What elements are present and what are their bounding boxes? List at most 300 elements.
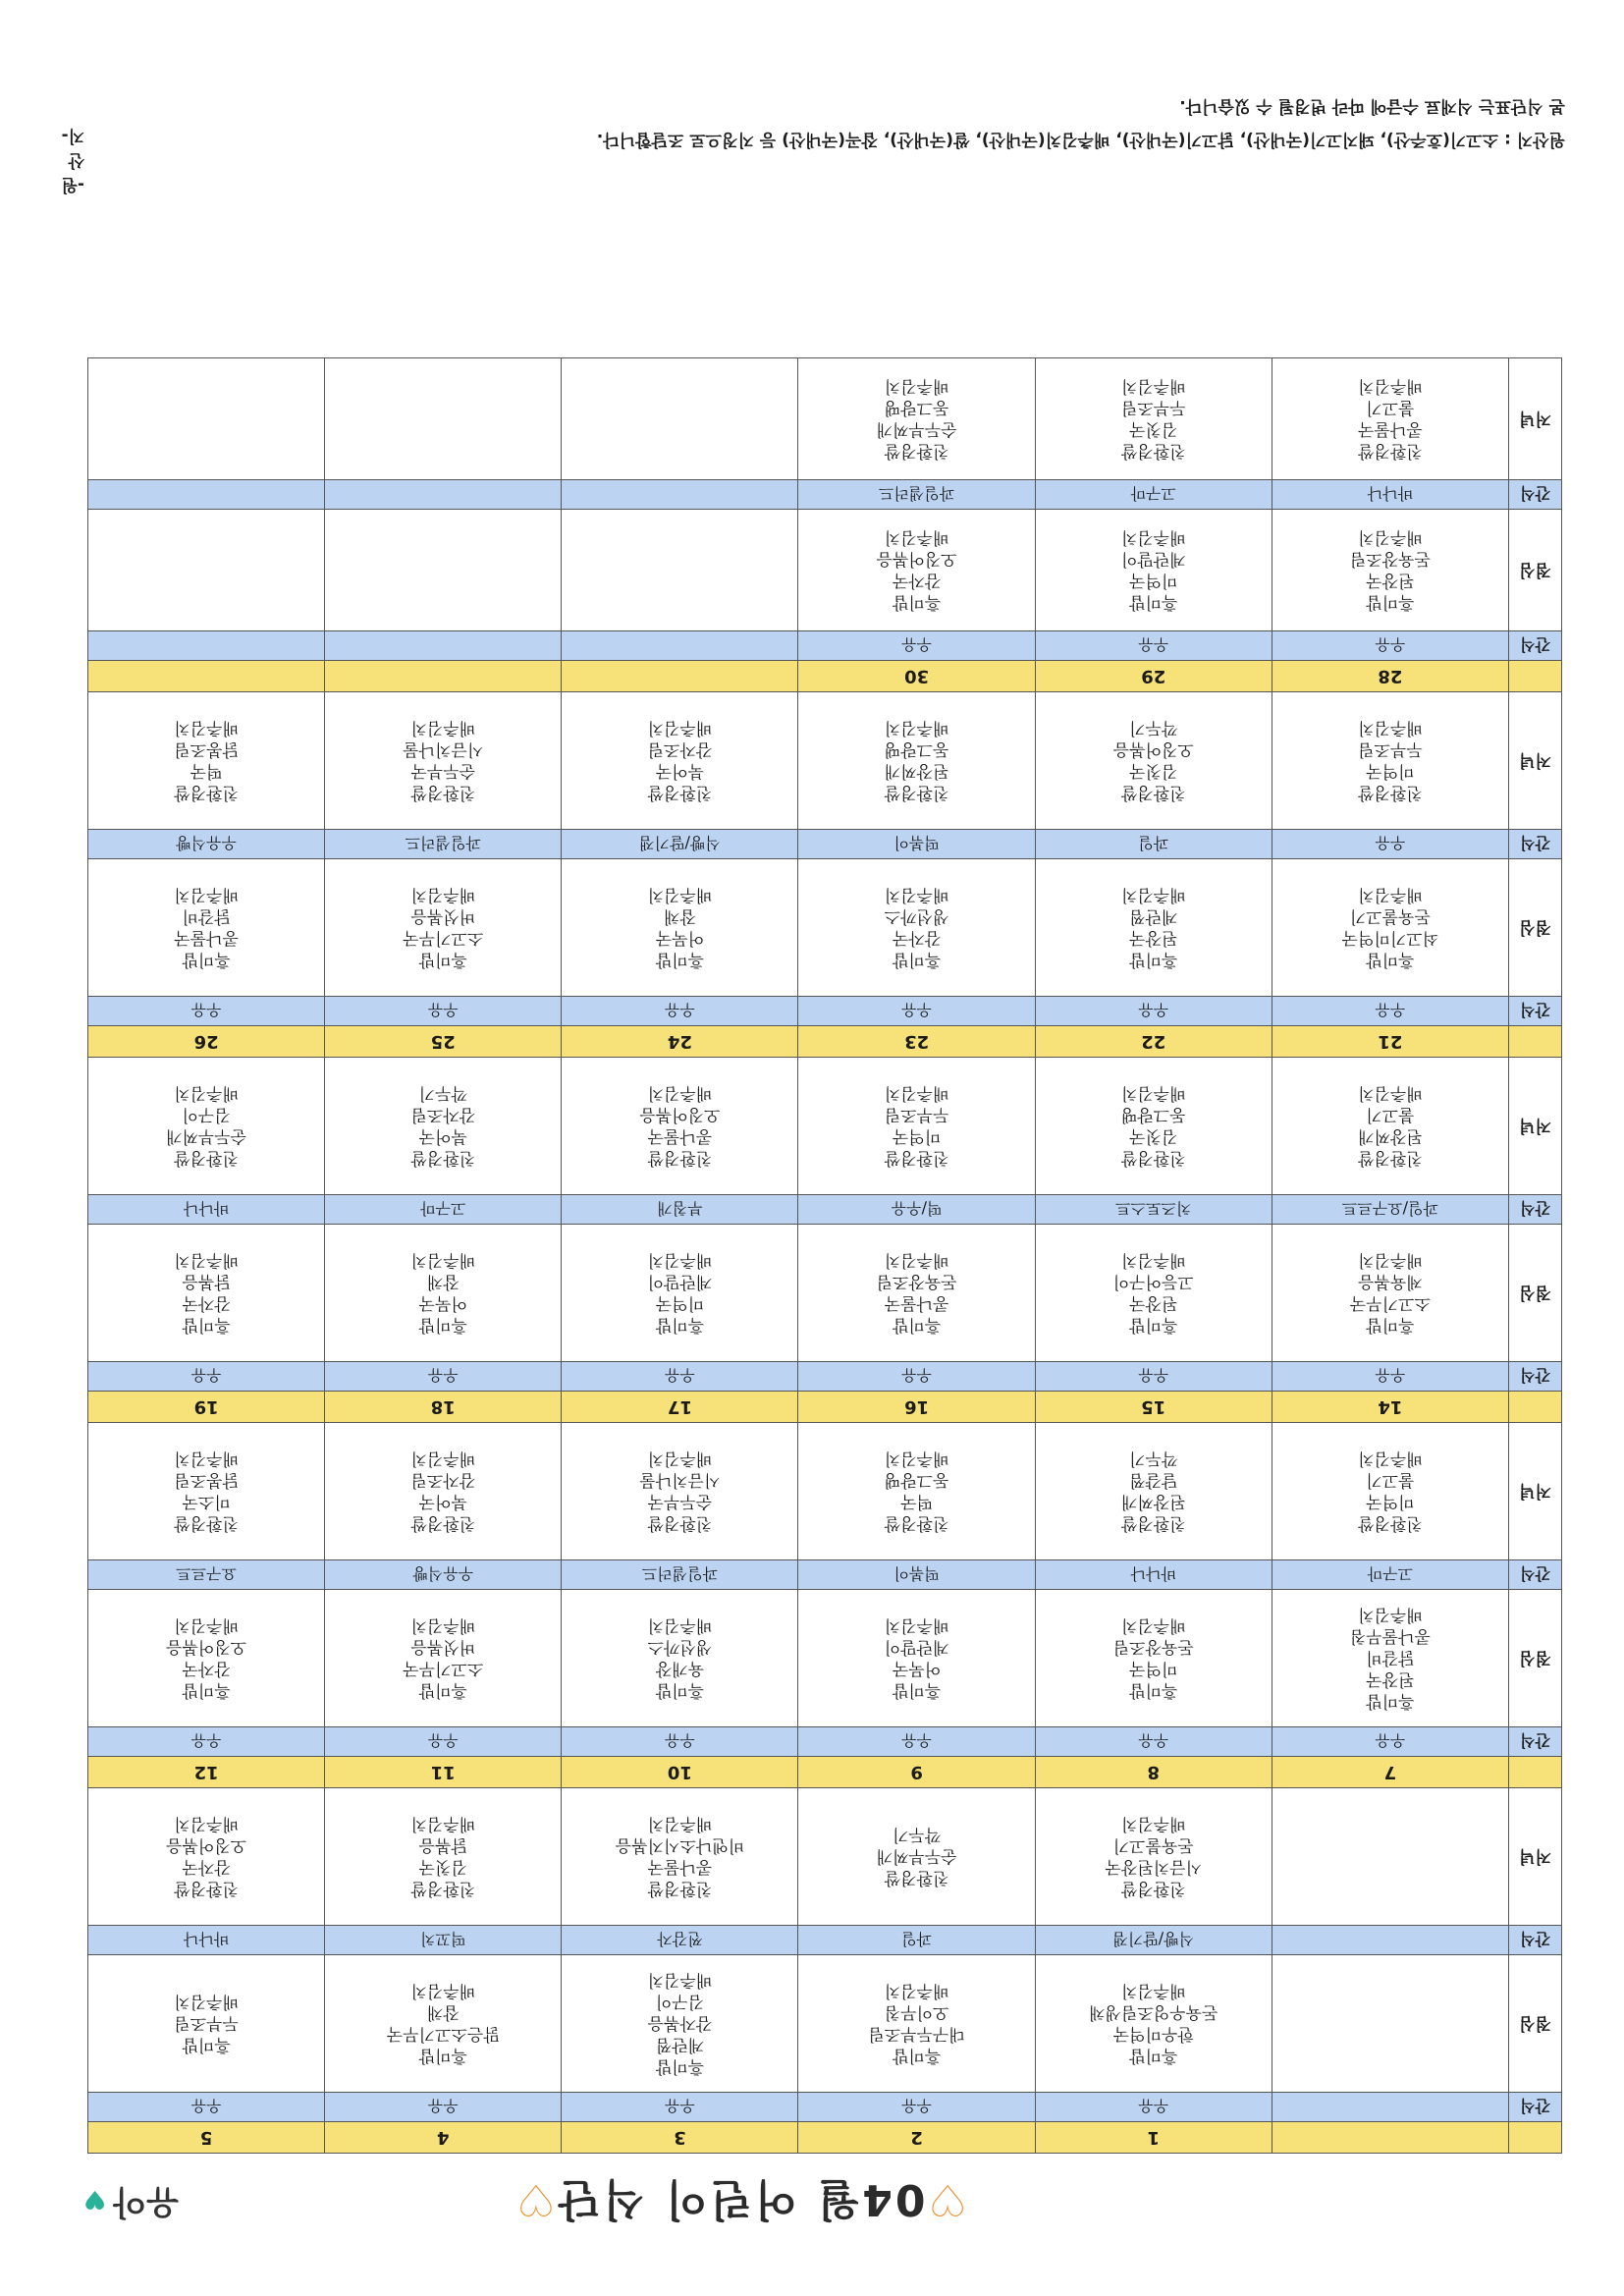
origin-heading: -원산지- bbox=[61, 126, 84, 194]
menu-item: 떡국 bbox=[900, 1492, 934, 1512]
menu-cell bbox=[562, 1225, 798, 1362]
menu-item: 감자국 bbox=[182, 1659, 231, 1679]
date-cell: 7 bbox=[1272, 1757, 1508, 1788]
menu-item: 달걀찜 bbox=[1129, 1470, 1178, 1491]
menu-item: 흑미밥 bbox=[892, 1315, 942, 1336]
menu-item: 소고기무국 bbox=[1349, 1293, 1431, 1314]
menu-item: 배추김치 bbox=[410, 1250, 476, 1271]
menu-cell: 우유 bbox=[562, 1727, 798, 1757]
menu-item: 친환경쌀 bbox=[647, 1879, 713, 1899]
menu-cell bbox=[1272, 2093, 1508, 2122]
menu-item: 북어국 bbox=[418, 1492, 467, 1512]
menu-item: 친환경쌀 bbox=[410, 1513, 476, 1534]
menu-item: 콩나물국 bbox=[174, 928, 239, 949]
menu-cell bbox=[562, 358, 798, 480]
menu-item: 오징어볶음 bbox=[166, 1835, 247, 1856]
menu-item: 배추김치 bbox=[1358, 1083, 1423, 1104]
menu-item: 북어국 bbox=[655, 761, 705, 782]
menu-item: 배추김치 bbox=[410, 1449, 476, 1469]
menu-item: 미역국 bbox=[1366, 1492, 1415, 1512]
menu-item: 순두부국 bbox=[410, 761, 476, 782]
menu-item: 깍두기 bbox=[1129, 718, 1178, 738]
menu-item: 돈육불고기 bbox=[1349, 906, 1431, 927]
date-cell: 9 bbox=[798, 1757, 1035, 1788]
menu-cell bbox=[88, 1225, 325, 1362]
lunch-row bbox=[88, 1590, 1562, 1727]
date-cell: 15 bbox=[1035, 1392, 1272, 1423]
menu-item: 콩나물국 bbox=[647, 1857, 713, 1878]
date-row bbox=[88, 661, 1562, 692]
menu-cell: 우유 bbox=[325, 2093, 562, 2122]
menu-item: 육개장 bbox=[655, 1659, 705, 1679]
menu-item: 된장국 bbox=[1129, 928, 1178, 949]
dinner-row bbox=[88, 1788, 1562, 1926]
menu-cell: 떡꼬치 bbox=[325, 1926, 562, 1955]
menu-item: 배추김치 bbox=[1120, 1814, 1186, 1834]
row-label: 저녁 bbox=[1508, 1423, 1561, 1560]
menu-item: 배추김치 bbox=[1358, 376, 1423, 397]
menu-cell: 고구마 bbox=[1035, 480, 1272, 510]
menu-item: 흑미밥 bbox=[655, 1315, 705, 1336]
menu-item: 배추김치 bbox=[884, 376, 949, 397]
menu-item: 배추김치 bbox=[647, 1449, 713, 1469]
row-label: 간식 bbox=[1508, 480, 1561, 510]
menu-item: 시금치된장국 bbox=[1105, 1857, 1203, 1878]
origin-note: 원산지 : 소고기(호주산), 돼지고기(국내산), 닭고기(국내산), 배추김치(국내산), 쌀(국내산), 잡곡(국내산) 등 지정으로 조달합니다. bbox=[596, 130, 1565, 149]
menu-item: 동그랑땡 bbox=[884, 1470, 949, 1491]
menu-item: 흑미밥 bbox=[418, 950, 467, 970]
menu-item: 흑미밥 bbox=[1366, 1315, 1415, 1336]
menu-item: 흑미밥 bbox=[892, 950, 942, 970]
row-label: 간식 bbox=[1508, 2093, 1561, 2122]
menu-item: 불고기 bbox=[1366, 1470, 1415, 1491]
menu-item: 오징어볶음 bbox=[166, 1637, 247, 1658]
menu-item: 친환경쌀 bbox=[1358, 441, 1423, 462]
menu-item: 닭봉조림 bbox=[174, 739, 239, 760]
menu-item: 된장국 bbox=[1366, 571, 1415, 591]
date-row bbox=[88, 1392, 1562, 1423]
afternoon-snack-row bbox=[88, 1560, 1562, 1590]
menu-cell bbox=[798, 1590, 1035, 1727]
menu-item: 계란말이 bbox=[1120, 549, 1186, 570]
menu-cell: 치즈토스트 bbox=[1035, 1195, 1272, 1225]
menu-cell bbox=[88, 631, 325, 661]
menu-item: 된장국 bbox=[1129, 1293, 1178, 1314]
menu-cell bbox=[1035, 1058, 1272, 1195]
menu-item: 미역국 bbox=[1129, 571, 1178, 591]
menu-cell bbox=[562, 480, 798, 510]
menu-cell bbox=[798, 1225, 1035, 1362]
row-label: 간식 bbox=[1508, 631, 1561, 661]
menu-cell: 과일샐러드 bbox=[562, 1560, 798, 1590]
menu-item: 감자조림 bbox=[647, 739, 713, 760]
menu-item: 흑미밥 bbox=[418, 1680, 467, 1701]
menu-item: 두부조림 bbox=[884, 1105, 949, 1125]
menu-cell bbox=[798, 859, 1035, 997]
menu-cell bbox=[325, 631, 562, 661]
menu-item: 흑미밥 bbox=[182, 950, 231, 970]
menu-cell bbox=[325, 358, 562, 480]
meal-table bbox=[87, 357, 1562, 2154]
menu-item: 닭봉조림 bbox=[174, 1470, 239, 1491]
date-cell: 25 bbox=[325, 1026, 562, 1058]
menu-cell: 우유 bbox=[1272, 631, 1508, 661]
menu-item: 친환경쌀 bbox=[647, 1148, 713, 1169]
menu-item: 시금치나물 bbox=[639, 1470, 721, 1491]
menu-cell: 과일 bbox=[1035, 830, 1272, 859]
menu-item: 친환경쌀 bbox=[1120, 783, 1186, 803]
menu-item: 흑미밥 bbox=[892, 1680, 942, 1701]
date-cell: 21 bbox=[1272, 1026, 1508, 1058]
menu-cell bbox=[798, 1955, 1035, 2093]
menu-cell: 우유 bbox=[798, 1727, 1035, 1757]
menu-cell bbox=[798, 692, 1035, 830]
menu-item: 잡채 bbox=[426, 1272, 460, 1292]
menu-cell: 식빵/딸기잼 bbox=[562, 830, 798, 859]
menu-item: 배추김치 bbox=[1120, 1250, 1186, 1271]
menu-item: 계란찜 bbox=[655, 2035, 705, 2055]
menu-cell: 과일샐러드 bbox=[798, 480, 1035, 510]
date-row bbox=[88, 2122, 1562, 2154]
menu-item: 친환경쌀 bbox=[884, 783, 949, 803]
menu-item: 김구이 bbox=[182, 1105, 231, 1125]
menu-item: 어묵국 bbox=[418, 1293, 467, 1314]
menu-cell bbox=[798, 510, 1035, 631]
menu-item: 친환경쌀 bbox=[1358, 1148, 1423, 1169]
menu-item: 미역국 bbox=[1366, 761, 1415, 782]
menu-item: 배추김치 bbox=[1120, 527, 1186, 548]
morning-snack-row bbox=[88, 1362, 1562, 1392]
menu-cell: 우유 bbox=[798, 2093, 1035, 2122]
menu-item: 배추김치 bbox=[1358, 1250, 1423, 1271]
menu-item: 배추김치 bbox=[1358, 527, 1423, 548]
menu-cell bbox=[1272, 1926, 1508, 1955]
menu-item: 흑미밥 bbox=[655, 2056, 705, 2077]
row-label: 간식 bbox=[1508, 1926, 1561, 1955]
menu-item: 흑미밥 bbox=[1129, 2046, 1178, 2066]
menu-cell bbox=[1272, 1955, 1508, 2093]
menu-cell: 바나나 bbox=[1035, 1560, 1272, 1590]
menu-cell: 우유 bbox=[325, 1727, 562, 1757]
page-title bbox=[485, 2172, 996, 2235]
menu-item: 불고기 bbox=[1366, 1105, 1415, 1125]
menu-item: 콩나물무침 bbox=[1349, 1626, 1431, 1647]
menu-cell bbox=[325, 1955, 562, 2093]
menu-item: 배추김치 bbox=[884, 718, 949, 738]
menu-item: 친환경쌀 bbox=[1120, 1879, 1186, 1899]
date-cell: 29 bbox=[1035, 661, 1272, 692]
menu-item: 친환경쌀 bbox=[884, 1868, 949, 1888]
menu-item: 배추김치 bbox=[884, 1981, 949, 2001]
menu-item: 쇠고기미역국 bbox=[1341, 928, 1439, 949]
menu-item: 흑미밥 bbox=[1129, 1315, 1178, 1336]
menu-item: 돈육장조림 bbox=[1349, 549, 1431, 570]
menu-item: 오징어볶음 bbox=[876, 549, 957, 570]
menu-item: 배추김치 bbox=[647, 1970, 713, 1991]
menu-item: 배추김치 bbox=[1120, 1615, 1186, 1636]
menu-cell: 우유 bbox=[1035, 1362, 1272, 1392]
menu-item: 두부조림 bbox=[174, 2013, 239, 2034]
menu-item: 흑미밥 bbox=[1366, 950, 1415, 970]
menu-item: 친환경쌀 bbox=[647, 1513, 713, 1534]
menu-cell: 우유 bbox=[325, 997, 562, 1026]
menu-item: 흑미밥 bbox=[182, 1315, 231, 1336]
menu-change-note: 본 식단표는 식재료 수급에 따라 변경될 수 있습니다. bbox=[1179, 96, 1565, 116]
menu-item: 배추김치 bbox=[884, 1615, 949, 1636]
menu-cell bbox=[798, 358, 1035, 480]
menu-cell: 고구마 bbox=[325, 1195, 562, 1225]
row-label bbox=[1508, 1026, 1561, 1058]
menu-item: 한우미역국 bbox=[1112, 2024, 1194, 2045]
menu-item: 순두부국 bbox=[647, 1492, 713, 1512]
menu-item: 닭갈비 bbox=[182, 906, 231, 927]
row-label: 저녁 bbox=[1508, 692, 1561, 830]
afternoon-snack-row bbox=[88, 1195, 1562, 1225]
date-cell bbox=[325, 661, 562, 692]
row-label: 간식 bbox=[1508, 1195, 1561, 1225]
menu-cell: 우유 bbox=[1035, 2093, 1272, 2122]
menu-item: 배추김치 bbox=[174, 1083, 239, 1104]
menu-item: 미역국 bbox=[655, 1293, 705, 1314]
menu-item: 친환경쌀 bbox=[1358, 1513, 1423, 1534]
menu-item: 소고기무국 bbox=[403, 1659, 484, 1679]
menu-cell: 찐감자 bbox=[562, 1926, 798, 1955]
menu-cell bbox=[325, 692, 562, 830]
menu-item: 친환경쌀 bbox=[174, 783, 239, 803]
menu-item: 배추김치 bbox=[647, 1615, 713, 1636]
menu-cell: 떡볶이 bbox=[798, 1560, 1035, 1590]
menu-cell bbox=[1272, 1590, 1508, 1727]
menu-item: 배추김치 bbox=[647, 1814, 713, 1834]
menu-item: 친환경쌀 bbox=[884, 1148, 949, 1169]
menu-item: 배추김치 bbox=[174, 885, 239, 905]
row-label: 간식 bbox=[1508, 830, 1561, 859]
menu-cell: 떡볶이 bbox=[798, 830, 1035, 859]
menu-item: 배추김치 bbox=[174, 1250, 239, 1271]
menu-item: 대구두부조림 bbox=[868, 2024, 965, 2045]
menu-cell: 우유식빵 bbox=[88, 830, 325, 859]
menu-cell bbox=[325, 1225, 562, 1362]
menu-item: 흑미밥 bbox=[1129, 950, 1178, 970]
menu-cell bbox=[562, 859, 798, 997]
row-label bbox=[1508, 1757, 1561, 1788]
row-label: 간식 bbox=[1508, 1727, 1561, 1757]
menu-cell bbox=[1272, 1058, 1508, 1195]
age-group-label bbox=[82, 2181, 179, 2229]
menu-item: 배추김치 bbox=[174, 1814, 239, 1834]
menu-cell: 우유 bbox=[1035, 997, 1272, 1026]
menu-cell bbox=[325, 510, 562, 631]
menu-item: 미소국 bbox=[182, 1492, 231, 1512]
menu-cell: 과일 bbox=[798, 1926, 1035, 1955]
date-cell: 22 bbox=[1035, 1026, 1272, 1058]
date-cell: 4 bbox=[325, 2122, 562, 2154]
menu-cell bbox=[1035, 859, 1272, 997]
menu-cell bbox=[1035, 1788, 1272, 1926]
afternoon-snack-row bbox=[88, 480, 1562, 510]
menu-cell: 우유 bbox=[88, 1362, 325, 1392]
menu-cell bbox=[88, 1058, 325, 1195]
dinner-row bbox=[88, 1423, 1562, 1560]
menu-cell: 우유 bbox=[1272, 1362, 1508, 1392]
row-label: 저녁 bbox=[1508, 1058, 1561, 1195]
menu-item: 떡국 bbox=[189, 761, 223, 782]
date-row bbox=[88, 1026, 1562, 1058]
menu-item: 배추김치 bbox=[884, 885, 949, 905]
menu-item: 잡채 bbox=[664, 906, 696, 927]
menu-item: 친환경쌀 bbox=[410, 1148, 476, 1169]
menu-item: 친환경쌀 bbox=[647, 783, 713, 803]
date-cell: 8 bbox=[1035, 1757, 1272, 1788]
menu-item: 순두부찌개 bbox=[166, 1126, 247, 1147]
row-label bbox=[1508, 661, 1561, 692]
menu-cell bbox=[325, 480, 562, 510]
menu-item: 미역국 bbox=[1129, 1659, 1178, 1679]
row-label: 간식 bbox=[1508, 1560, 1561, 1590]
menu-item: 돈육장조림 bbox=[876, 1272, 957, 1292]
date-cell: 23 bbox=[798, 1026, 1035, 1058]
menu-item: 배추김치 bbox=[647, 718, 713, 738]
menu-cell: 우유 bbox=[88, 997, 325, 1026]
menu-item: 친환경쌀 bbox=[174, 1879, 239, 1899]
menu-item: 친환경쌀 bbox=[410, 783, 476, 803]
menu-item: 김칫국 bbox=[1129, 761, 1178, 782]
menu-cell bbox=[325, 1423, 562, 1560]
menu-item: 돈육우엉조림생채 bbox=[1089, 2002, 1218, 2023]
menu-item: 미역국 bbox=[892, 1126, 942, 1147]
menu-item: 친환경쌀 bbox=[1120, 1513, 1186, 1534]
menu-cell bbox=[798, 1788, 1035, 1926]
menu-cell bbox=[1272, 1225, 1508, 1362]
menu-cell bbox=[88, 1590, 325, 1727]
menu-item: 감자국 bbox=[182, 1857, 231, 1878]
row-label bbox=[1508, 1392, 1561, 1423]
lunch-row bbox=[88, 510, 1562, 631]
menu-cell bbox=[325, 1788, 562, 1926]
date-cell: 3 bbox=[562, 2122, 798, 2154]
menu-item: 동그랑땡 bbox=[1120, 1105, 1186, 1125]
menu-item: 배추김치 bbox=[174, 1615, 239, 1636]
menu-item: 배추김치 bbox=[1358, 1449, 1423, 1469]
menu-cell: 바나나 bbox=[1272, 480, 1508, 510]
menu-item: 된장국 bbox=[1366, 1669, 1415, 1690]
date-cell: 17 bbox=[562, 1392, 798, 1423]
menu-item: 닭갈비 bbox=[1366, 1648, 1415, 1668]
menu-item: 친환경쌀 bbox=[1120, 441, 1186, 462]
menu-item: 배추김치 bbox=[1358, 718, 1423, 738]
menu-cell bbox=[1035, 1955, 1272, 2093]
menu-item: 김구이 bbox=[655, 1992, 705, 2012]
menu-cell: 바나나 bbox=[88, 1926, 325, 1955]
row-label bbox=[1508, 2122, 1561, 2154]
row-label: 점심 bbox=[1508, 1225, 1561, 1362]
menu-cell bbox=[1035, 1423, 1272, 1560]
afternoon-snack-row bbox=[88, 830, 1562, 859]
header bbox=[0, 2159, 1624, 2296]
row-label: 저녁 bbox=[1508, 1788, 1561, 1926]
menu-cell bbox=[562, 1058, 798, 1195]
menu-item: 친환경쌀 bbox=[884, 441, 949, 462]
date-cell: 12 bbox=[88, 1757, 325, 1788]
date-cell: 16 bbox=[798, 1392, 1035, 1423]
menu-cell bbox=[1035, 1225, 1272, 1362]
date-cell: 28 bbox=[1272, 661, 1508, 692]
menu-item: 흑미밥 bbox=[418, 1315, 467, 1336]
menu-item: 배추김치 bbox=[174, 718, 239, 738]
menu-item: 흑미밥 bbox=[1129, 1680, 1178, 1701]
morning-snack-row bbox=[88, 2093, 1562, 2122]
menu-item: 계란찜 bbox=[1129, 906, 1178, 927]
menu-item: 계란말이 bbox=[647, 1272, 713, 1292]
date-cell bbox=[1272, 2122, 1508, 2154]
date-cell: 18 bbox=[325, 1392, 562, 1423]
menu-cell: 우유식빵 bbox=[325, 1560, 562, 1590]
menu-cell bbox=[88, 692, 325, 830]
heart-icon: ♥ bbox=[81, 2184, 107, 2214]
title-text: 04월 어린이 식단 bbox=[555, 2174, 926, 2224]
menu-cell: 우유 bbox=[325, 1362, 562, 1392]
menu-item: 배추김치 bbox=[1120, 1981, 1186, 2001]
menu-item: 동그랑땡 bbox=[884, 739, 949, 760]
menu-item: 콩나물국 bbox=[1358, 419, 1423, 440]
heart-icon: ♡ bbox=[925, 2174, 967, 2224]
menu-cell: 우유 bbox=[562, 1362, 798, 1392]
date-cell: 11 bbox=[325, 1757, 562, 1788]
menu-item: 제육볶음 bbox=[1358, 1272, 1423, 1292]
menu-item: 배추김치 bbox=[884, 1449, 949, 1469]
menu-cell: 과일샐러드 bbox=[325, 830, 562, 859]
menu-item: 동그랑땡 bbox=[884, 398, 949, 418]
lunch-row bbox=[88, 1955, 1562, 2093]
menu-item: 된장찌개 bbox=[1358, 1126, 1423, 1147]
menu-item: 흑미밥 bbox=[892, 592, 942, 613]
heart-icon: ♡ bbox=[514, 2174, 556, 2224]
menu-cell bbox=[562, 1423, 798, 1560]
menu-item: 생선까스 bbox=[884, 906, 949, 927]
menu-cell: 우유 bbox=[1035, 1727, 1272, 1757]
menu-item: 김칫국 bbox=[1129, 1126, 1178, 1147]
menu-item: 흑미밥 bbox=[1366, 1691, 1415, 1712]
menu-item: 버섯볶음 bbox=[410, 1637, 476, 1658]
date-cell: 2 bbox=[798, 2122, 1035, 2154]
menu-item: 맑은소고기무국 bbox=[386, 2024, 500, 2045]
row-label: 점심 bbox=[1508, 859, 1561, 997]
menu-item: 친환경쌀 bbox=[1358, 783, 1423, 803]
menu-cell bbox=[1035, 692, 1272, 830]
date-cell: 14 bbox=[1272, 1392, 1508, 1423]
menu-item: 배추김치 bbox=[1358, 1605, 1423, 1625]
menu-cell bbox=[325, 1590, 562, 1727]
date-cell: 24 bbox=[562, 1026, 798, 1058]
menu-item: 친환경쌀 bbox=[1120, 1148, 1186, 1169]
dinner-row bbox=[88, 358, 1562, 480]
menu-item: 순두부찌개 bbox=[876, 1846, 957, 1867]
menu-cell bbox=[1035, 1590, 1272, 1727]
menu-cell: 부침개 bbox=[562, 1195, 798, 1225]
date-cell bbox=[562, 661, 798, 692]
menu-item: 배추김치 bbox=[647, 1083, 713, 1104]
menu-item: 감자국 bbox=[182, 1293, 231, 1314]
menu-item: 배추김치 bbox=[884, 1083, 949, 1104]
menu-item: 흑미밥 bbox=[655, 1680, 705, 1701]
menu-item: 계란말이 bbox=[884, 1637, 949, 1658]
menu-cell bbox=[88, 1788, 325, 1926]
menu-cell bbox=[88, 1955, 325, 2093]
menu-cell bbox=[562, 692, 798, 830]
menu-item: 오이무침 bbox=[884, 2002, 949, 2023]
menu-cell bbox=[1272, 510, 1508, 631]
row-label: 저녁 bbox=[1508, 358, 1561, 480]
